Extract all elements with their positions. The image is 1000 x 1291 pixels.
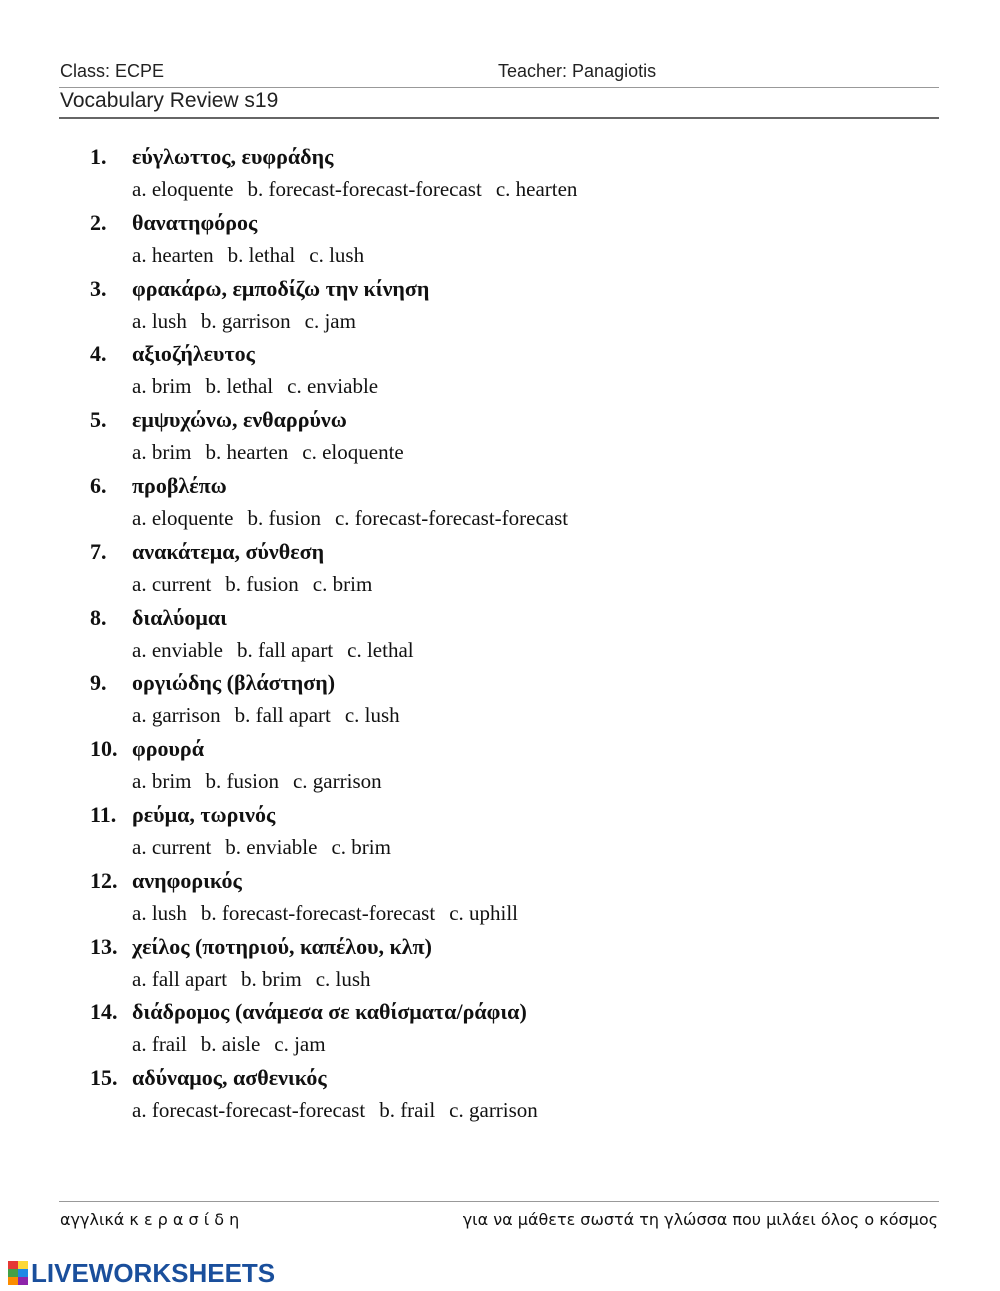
- answer-option[interactable]: c. lush: [344, 703, 400, 728]
- question-number: 8.: [90, 604, 107, 630]
- document-header: [60, 61, 938, 85]
- question-number: 3.: [90, 275, 107, 301]
- question-number: 15.: [90, 1065, 118, 1091]
- question-number: 7.: [90, 538, 107, 564]
- answer-options: [132, 309, 370, 334]
- answer-option[interactable]: c. lush: [309, 242, 365, 267]
- answer-option[interactable]: a. brim: [132, 769, 192, 794]
- answer-option[interactable]: b. lethal: [205, 374, 274, 399]
- question-text: αδύναμος, ασθενικός: [132, 1065, 327, 1091]
- answer-option[interactable]: b. frail: [379, 1098, 436, 1123]
- question-item: [90, 338, 950, 404]
- question-text: θανατηφόρος: [132, 209, 258, 235]
- answer-options: [132, 638, 428, 663]
- answer-option[interactable]: a. eloquente: [132, 177, 234, 201]
- answer-option[interactable]: b. fusion: [225, 571, 299, 596]
- question-item: [90, 733, 950, 799]
- answer-options: [132, 769, 396, 794]
- question-number: 10.: [90, 736, 118, 762]
- answer-option[interactable]: a. lush: [132, 308, 187, 333]
- answer-option[interactable]: c. lush: [315, 966, 371, 991]
- answer-option[interactable]: c. uphill: [449, 900, 519, 925]
- question-text: προβλέπω: [132, 472, 227, 498]
- answer-option[interactable]: a. brim: [132, 440, 192, 465]
- question-text: φρουρά: [132, 736, 204, 762]
- answer-options: [132, 1098, 552, 1123]
- answer-option[interactable]: a. eloquente: [132, 505, 234, 530]
- answer-option[interactable]: c. brim: [331, 834, 391, 859]
- question-item: [90, 865, 950, 931]
- answer-options: [132, 967, 385, 992]
- question-item: [90, 141, 950, 207]
- question-number: 1.: [90, 144, 107, 169]
- question-text: ανηφορικός: [132, 867, 242, 893]
- question-number: 4.: [90, 341, 107, 367]
- answer-option[interactable]: c. jam: [304, 308, 356, 333]
- question-text: ρεύμα, τωρινός: [132, 801, 276, 827]
- answer-option[interactable]: b. forecast-forecast-forecast: [200, 900, 436, 925]
- brand-text: LIVEWORKSHEETS: [31, 1257, 276, 1288]
- answer-option[interactable]: b. hearten: [205, 440, 289, 465]
- answer-option[interactable]: b. brim: [241, 966, 302, 991]
- footer-right-text: για να μάθετε σωστά τη γλώσσα που μιλάει όλος ο κόσμος: [462, 1210, 938, 1229]
- question-number: 5.: [90, 407, 107, 433]
- answer-options: [132, 572, 386, 597]
- answer-option[interactable]: a. frail: [132, 1032, 187, 1057]
- answer-option[interactable]: b. fusion: [205, 769, 279, 794]
- question-list: [90, 141, 950, 1128]
- answer-options: [132, 440, 418, 465]
- answer-option[interactable]: a. enviable: [132, 637, 223, 662]
- answer-option[interactable]: c. brim: [312, 571, 373, 596]
- question-item: [90, 207, 950, 273]
- question-text: οργιώδης (βλάστηση): [132, 670, 336, 696]
- question-item: [90, 667, 950, 733]
- answer-options: [132, 506, 582, 531]
- header-divider: [59, 87, 939, 88]
- answer-option[interactable]: a. fall apart: [132, 966, 228, 991]
- question-text: εύγλωττος, ευφράδης: [132, 144, 334, 169]
- question-item: [90, 273, 950, 339]
- answer-option[interactable]: a. garrison: [132, 703, 221, 728]
- answer-options: [132, 1032, 340, 1057]
- question-text: χείλος (ποτηριού, καπέλου, κλπ): [132, 933, 432, 959]
- answer-option[interactable]: c. garrison: [449, 1098, 538, 1123]
- question-item: [90, 602, 950, 668]
- answer-option[interactable]: c. eloquente: [302, 440, 404, 465]
- question-text: φρακάρω, εμποδίζω την κίνηση: [132, 275, 430, 301]
- answer-options: [132, 703, 414, 728]
- answer-option[interactable]: b. fusion: [247, 505, 321, 530]
- answer-options: [132, 901, 532, 926]
- question-item: [90, 470, 950, 536]
- answer-option[interactable]: c. enviable: [287, 374, 379, 399]
- answer-option[interactable]: b. fall apart: [234, 703, 331, 728]
- question-number: 13.: [90, 933, 118, 959]
- answer-options: [132, 177, 591, 202]
- question-text: διάδρομος (ανάμεσα σε καθίσματα/ράφια): [132, 999, 527, 1025]
- question-item: [90, 404, 950, 470]
- teacher-label: Teacher: Panagiotis: [498, 61, 657, 81]
- answer-option[interactable]: a. current: [132, 571, 212, 596]
- answer-option[interactable]: b. fall apart: [236, 637, 334, 662]
- answer-options: [132, 243, 378, 268]
- answer-option[interactable]: a. hearten: [132, 242, 214, 267]
- question-number: 9.: [90, 670, 107, 696]
- document-title: Vocabulary Review s19: [60, 89, 279, 112]
- answer-option[interactable]: b. enviable: [225, 834, 318, 859]
- question-number: 11.: [90, 801, 117, 827]
- answer-option[interactable]: c. forecast-forecast-forecast: [334, 505, 569, 530]
- question-item: [90, 931, 950, 997]
- question-item: [90, 996, 950, 1062]
- question-item: [90, 536, 950, 602]
- question-number: 2.: [90, 209, 107, 235]
- answer-option[interactable]: a. brim: [132, 374, 192, 399]
- question-number: 14.: [90, 999, 118, 1025]
- liveworksheets-logo-icon: [8, 1261, 28, 1285]
- answer-options: [132, 835, 405, 860]
- answer-option[interactable]: a. forecast-forecast-forecast: [132, 1098, 366, 1123]
- answer-option[interactable]: c. lethal: [347, 637, 414, 662]
- answer-option[interactable]: c. garrison: [292, 769, 382, 794]
- footer-left-text: αγγλικά κ ε ρ α σ ί δ η: [60, 1210, 240, 1229]
- question-text: ανακάτεμα, σύνθεση: [132, 538, 325, 564]
- question-item: [90, 1062, 950, 1128]
- question-text: αξιοζήλευτος: [132, 341, 255, 367]
- footer-divider: [59, 1201, 939, 1202]
- question-number: 6.: [90, 472, 107, 498]
- answer-option[interactable]: b. aisle: [200, 1032, 261, 1057]
- liveworksheets-brand[interactable]: [8, 1258, 275, 1288]
- class-label: Class: ECPE: [60, 61, 165, 81]
- answer-option[interactable]: a. lush: [132, 900, 187, 925]
- question-number: 12.: [90, 867, 118, 893]
- answer-option[interactable]: a. current: [132, 834, 212, 859]
- question-item: [90, 799, 950, 865]
- question-text: εμψυχώνω, ενθαρρύνω: [132, 407, 347, 433]
- answer-option[interactable]: b. lethal: [227, 242, 296, 267]
- question-text: διαλύομαι: [132, 604, 228, 630]
- answer-option[interactable]: c. hearten: [495, 177, 578, 201]
- answer-option[interactable]: b. garrison: [200, 308, 291, 333]
- answer-option[interactable]: c. jam: [274, 1032, 326, 1057]
- answer-option[interactable]: b. forecast-forecast-forecast: [247, 177, 482, 201]
- answer-options: [132, 374, 392, 399]
- title-divider: [59, 117, 939, 119]
- document-footer: [60, 1210, 938, 1232]
